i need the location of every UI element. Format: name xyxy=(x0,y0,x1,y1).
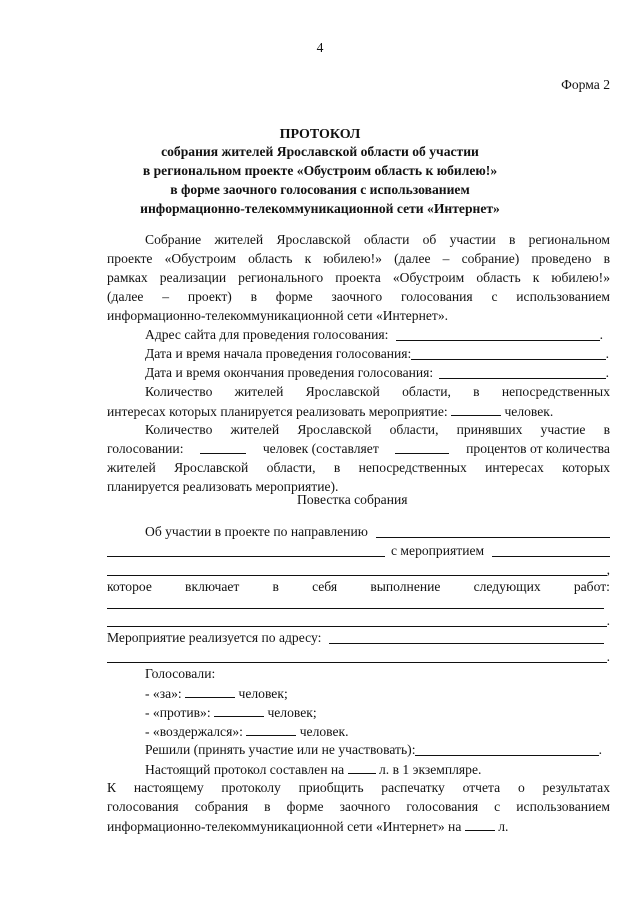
vote-abstain-blank[interactable] xyxy=(246,721,296,736)
vote-for-row: - «за»: человек; xyxy=(145,683,288,703)
intro-line-2: проекте «Обустроим область к юбилею!» (далее – собрание) проведено в xyxy=(107,251,610,266)
vote-against-blank[interactable] xyxy=(214,702,264,717)
start-datetime-row: Дата и время начала проведения голосования: . xyxy=(145,344,609,363)
closing-line-3: информационно-телекоммуникационной сети «Интернет» на л. xyxy=(107,816,610,836)
residents-count-blank[interactable] xyxy=(451,401,501,416)
title-line-2: в региональном проекте «Обустроим область к юбилею!» xyxy=(142,163,498,178)
address-label: Мероприятие реализуется по адресу: xyxy=(107,630,322,645)
event-continued-blank[interactable] xyxy=(107,561,607,576)
vote-abstain-row: - «воздержался»: человек. xyxy=(145,721,349,741)
participants-percent-blank[interactable] xyxy=(395,439,449,454)
intro-line-1: Собрание жителей Ярославской области об участии в региональном xyxy=(145,232,610,247)
works-row-2: . xyxy=(107,611,610,630)
agenda-heading: Повестка собрания xyxy=(297,492,408,507)
address-continued-blank[interactable] xyxy=(107,648,607,663)
residents-count-line-2: интересах которых планируется реализовать мероприятие: человек. xyxy=(107,401,610,421)
decision-label: Решили (принять участие или не участвовать): xyxy=(145,742,416,757)
vote-for-blank[interactable] xyxy=(185,683,235,698)
end-datetime-blank[interactable] xyxy=(439,364,605,379)
participants-line-1: Количество жителей Ярославской области, принявших участие в xyxy=(145,422,610,437)
site-address-label: Адрес сайта для проведения голосования: xyxy=(145,327,389,342)
event-blank[interactable] xyxy=(492,542,610,557)
attachment-pages-blank[interactable] xyxy=(465,816,495,831)
document-title: ПРОТОКОЛ xyxy=(279,127,361,142)
participants-line-4: планируется реализовать мероприятие). xyxy=(107,479,339,494)
intro-line-3: рамках реализации регионального проекта «Обустроим область к юбилею!» xyxy=(107,270,610,285)
event-label: с мероприятием xyxy=(391,543,485,558)
start-datetime-blank[interactable] xyxy=(411,345,605,360)
includes-row: которое включает в себя выполнение следующих работ: xyxy=(107,579,610,594)
site-address-blank[interactable] xyxy=(396,326,599,341)
direction-blank[interactable] xyxy=(376,523,610,538)
decision-blank[interactable] xyxy=(415,741,598,756)
direction-label: Об участии в проекте по направлению xyxy=(145,524,368,539)
voting-heading: Голосовали: xyxy=(145,666,216,681)
site-address-row: Адрес сайта для проведения голосования: . xyxy=(145,325,603,344)
title-line-1: собрания жителей Ярославской области об участии xyxy=(161,144,479,159)
closing-line-1: К настоящему протоколу приобщить распечатку отчета о результатах xyxy=(107,780,610,795)
end-datetime-row: Дата и время окончания проведения голосования: . xyxy=(145,363,609,382)
intro-line-5: информационно-телекоммуникационной сети «Интернет». xyxy=(107,308,449,323)
works-blank-2[interactable] xyxy=(107,612,607,627)
participants-count-blank[interactable] xyxy=(200,439,246,454)
event-row xyxy=(107,541,610,560)
direction-row xyxy=(145,522,610,541)
participants-line-2: голосовании: человек (составляет процентов от количества xyxy=(107,441,610,456)
page-number: 4 xyxy=(316,40,324,55)
event-continued-row: , xyxy=(107,560,610,579)
address-continued-row: . xyxy=(107,647,610,666)
start-datetime-label: Дата и время начала проведения голосования: xyxy=(145,346,412,361)
closing-line-2: голосования собрания в форме заочного голосования с использованием xyxy=(107,799,610,814)
intro-line-4: (далее – проект) в форме заочного голосования с использованием xyxy=(107,289,610,304)
participants-line-3: жителей Ярославской области, в непосредственных интересах которых xyxy=(107,460,610,475)
works-blank-1[interactable] xyxy=(107,608,604,609)
title-line-4: информационно-телекоммуникационной сети «Интернет» xyxy=(140,201,500,216)
end-datetime-label: Дата и время окончания проведения голосования: xyxy=(145,365,434,380)
copies-row: Настоящий протокол составлен на л. в 1 экземпляре. xyxy=(145,759,481,779)
address-blank[interactable] xyxy=(329,629,604,644)
address-row xyxy=(107,628,604,647)
form-label: Форма 2 xyxy=(561,77,610,92)
direction-continued-blank[interactable] xyxy=(107,542,385,557)
decision-row: Решили (принять участие или не участвовать): . xyxy=(145,740,602,759)
copies-pages-blank[interactable] xyxy=(348,759,376,774)
residents-count-line-1: Количество жителей Ярославской области, в непосредственных xyxy=(145,384,610,399)
vote-against-row: - «против»: человек; xyxy=(145,702,317,722)
title-line-3: в форме заочного голосования с использованием xyxy=(170,182,470,197)
